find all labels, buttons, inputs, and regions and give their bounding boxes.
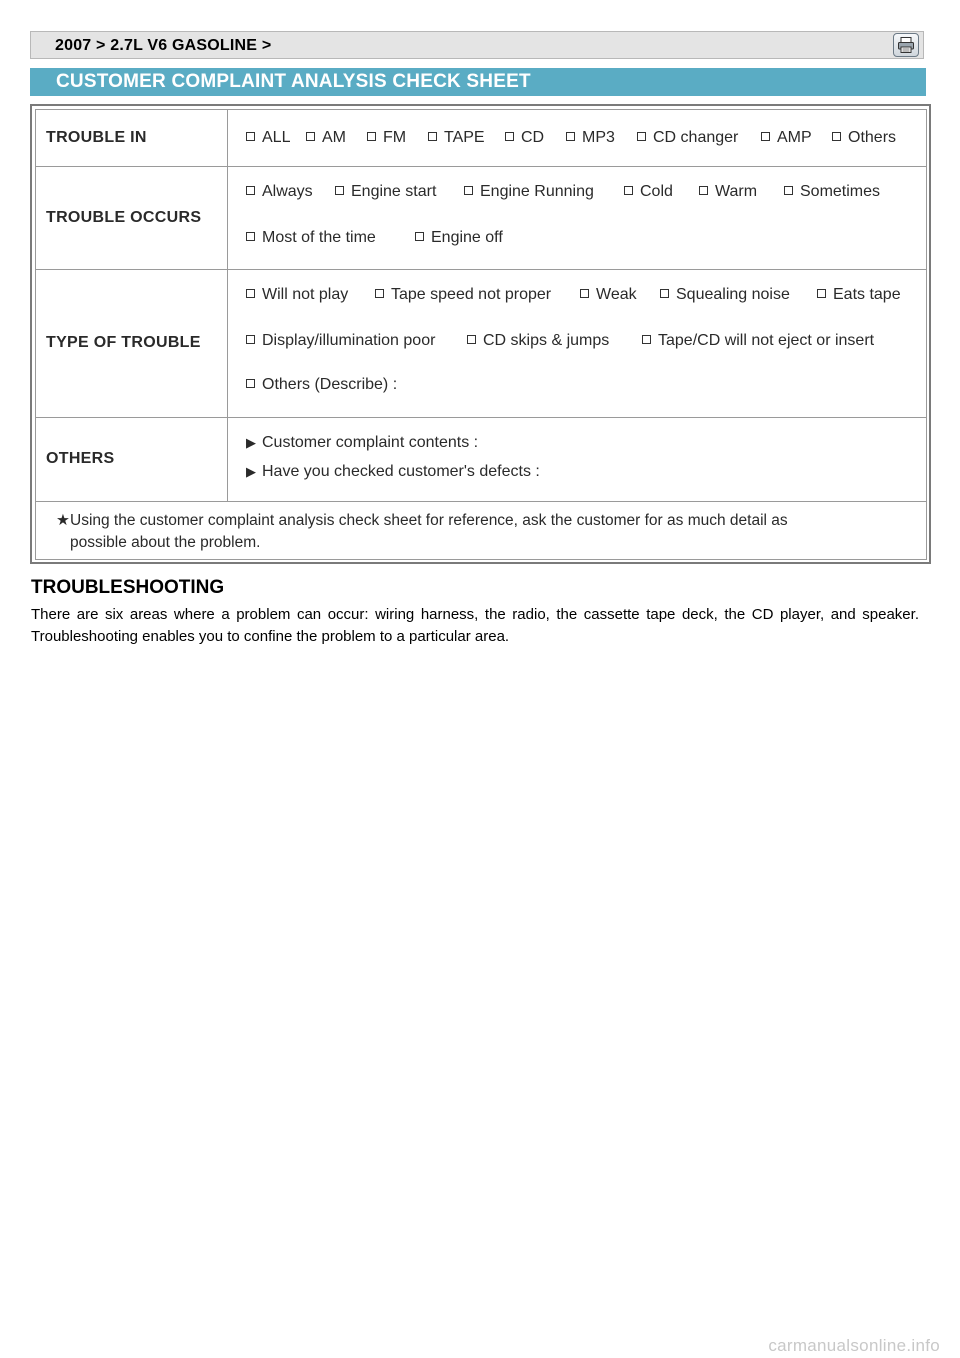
option-cd[interactable]: CD <box>505 129 544 147</box>
option-mp3[interactable]: MP3 <box>566 129 615 147</box>
checkbox-icon <box>505 132 514 141</box>
checkbox-icon <box>624 186 633 195</box>
checkbox-icon <box>246 232 255 241</box>
sheet-note: ★ Using the customer complaint analysis check sheet for reference, ask the customer for as much detail as possible about the problem. <box>56 512 788 551</box>
option-engine-start[interactable]: Engine start <box>335 183 436 201</box>
option-will-not-play[interactable]: Will not play <box>246 286 348 304</box>
checkbox-icon <box>832 132 841 141</box>
breadcrumb: 2007 > 2.7L V6 GASOLINE > <box>55 37 272 54</box>
checkbox-icon <box>246 132 255 141</box>
print-button[interactable] <box>893 33 919 57</box>
breadcrumb-bar <box>30 31 924 59</box>
checkbox-icon <box>246 335 255 344</box>
watermark: carmanualsonline.info <box>768 1336 940 1355</box>
troubleshooting-paragraph: There are six areas where a problem can occur: wiring harness, the radio, the cassette tape deck, the CD player, and speaker. Troubleshooting enables you to confine the problem to a particular area. <box>31 606 919 645</box>
option-cd-skips[interactable]: CD skips & jumps <box>467 332 609 350</box>
checkbox-icon <box>246 379 255 388</box>
row-label-trouble-occurs: TROUBLE OCCURS <box>36 166 228 269</box>
checkbox-icon <box>428 132 437 141</box>
row-label-trouble-in: TROUBLE IN <box>36 110 228 166</box>
row-type-of-trouble <box>36 269 926 418</box>
others-item-complaint: ▶ Customer complaint contents : <box>246 434 479 451</box>
option-others[interactable]: Others <box>832 129 896 147</box>
option-will-not-eject[interactable]: Tape/CD will not eject or insert <box>642 332 874 350</box>
checkbox-icon <box>566 132 575 141</box>
option-tape-speed[interactable]: Tape speed not proper <box>375 286 551 304</box>
option-tape[interactable]: TAPE <box>428 129 485 147</box>
others-item-defects: ▶ Have you checked customer's defects : <box>246 463 540 480</box>
row-trouble-in <box>36 110 926 167</box>
option-cd-changer[interactable]: CD changer <box>637 129 738 147</box>
option-warm[interactable]: Warm <box>699 183 757 201</box>
option-weak[interactable]: Weak <box>580 286 637 304</box>
row-label-type-of-trouble: TYPE OF TROUBLE <box>36 269 228 417</box>
option-all[interactable]: ALL <box>246 129 290 147</box>
option-squealing-noise[interactable]: Squealing noise <box>660 286 790 304</box>
row-label-others: OTHERS <box>36 417 228 501</box>
check-sheet <box>30 104 931 564</box>
option-engine-running[interactable]: Engine Running <box>464 183 594 201</box>
option-am[interactable]: AM <box>306 129 346 147</box>
checkbox-icon <box>246 289 255 298</box>
triangle-right-icon: ▶ <box>246 435 256 450</box>
checkbox-icon <box>415 232 424 241</box>
option-always[interactable]: Always <box>246 183 313 201</box>
option-sometimes[interactable]: Sometimes <box>784 183 880 201</box>
checkbox-icon <box>246 186 255 195</box>
troubleshooting-heading: TROUBLESHOOTING <box>31 577 225 598</box>
option-eats-tape[interactable]: Eats tape <box>817 286 901 304</box>
checkbox-icon <box>335 186 344 195</box>
checkbox-icon <box>784 186 793 195</box>
checkbox-icon <box>580 289 589 298</box>
option-amp[interactable]: AMP <box>761 129 812 147</box>
checkbox-icon <box>637 132 646 141</box>
checkbox-icon <box>306 132 315 141</box>
checkbox-icon <box>367 132 376 141</box>
option-engine-off[interactable]: Engine off <box>415 229 503 247</box>
row-others <box>36 417 926 502</box>
triangle-right-icon: ▶ <box>246 464 256 479</box>
option-most-of-the-time[interactable]: Most of the time <box>246 229 376 247</box>
checkbox-icon <box>467 335 476 344</box>
option-display-poor[interactable]: Display/illumination poor <box>246 332 435 350</box>
option-cold[interactable]: Cold <box>624 183 673 201</box>
section-title: CUSTOMER COMPLAINT ANALYSIS CHECK SHEET <box>30 68 926 96</box>
printer-icon <box>897 36 915 54</box>
checkbox-icon <box>642 335 651 344</box>
checkbox-icon <box>699 186 708 195</box>
option-fm[interactable]: FM <box>367 129 406 147</box>
star-icon: ★ <box>56 512 70 529</box>
checkbox-icon <box>817 289 826 298</box>
checkbox-icon <box>464 186 473 195</box>
checkbox-icon <box>761 132 770 141</box>
option-others-describe[interactable]: Others (Describe) : <box>246 376 397 394</box>
row-trouble-occurs <box>36 166 926 270</box>
checkbox-icon <box>375 289 384 298</box>
checkbox-icon <box>660 289 669 298</box>
